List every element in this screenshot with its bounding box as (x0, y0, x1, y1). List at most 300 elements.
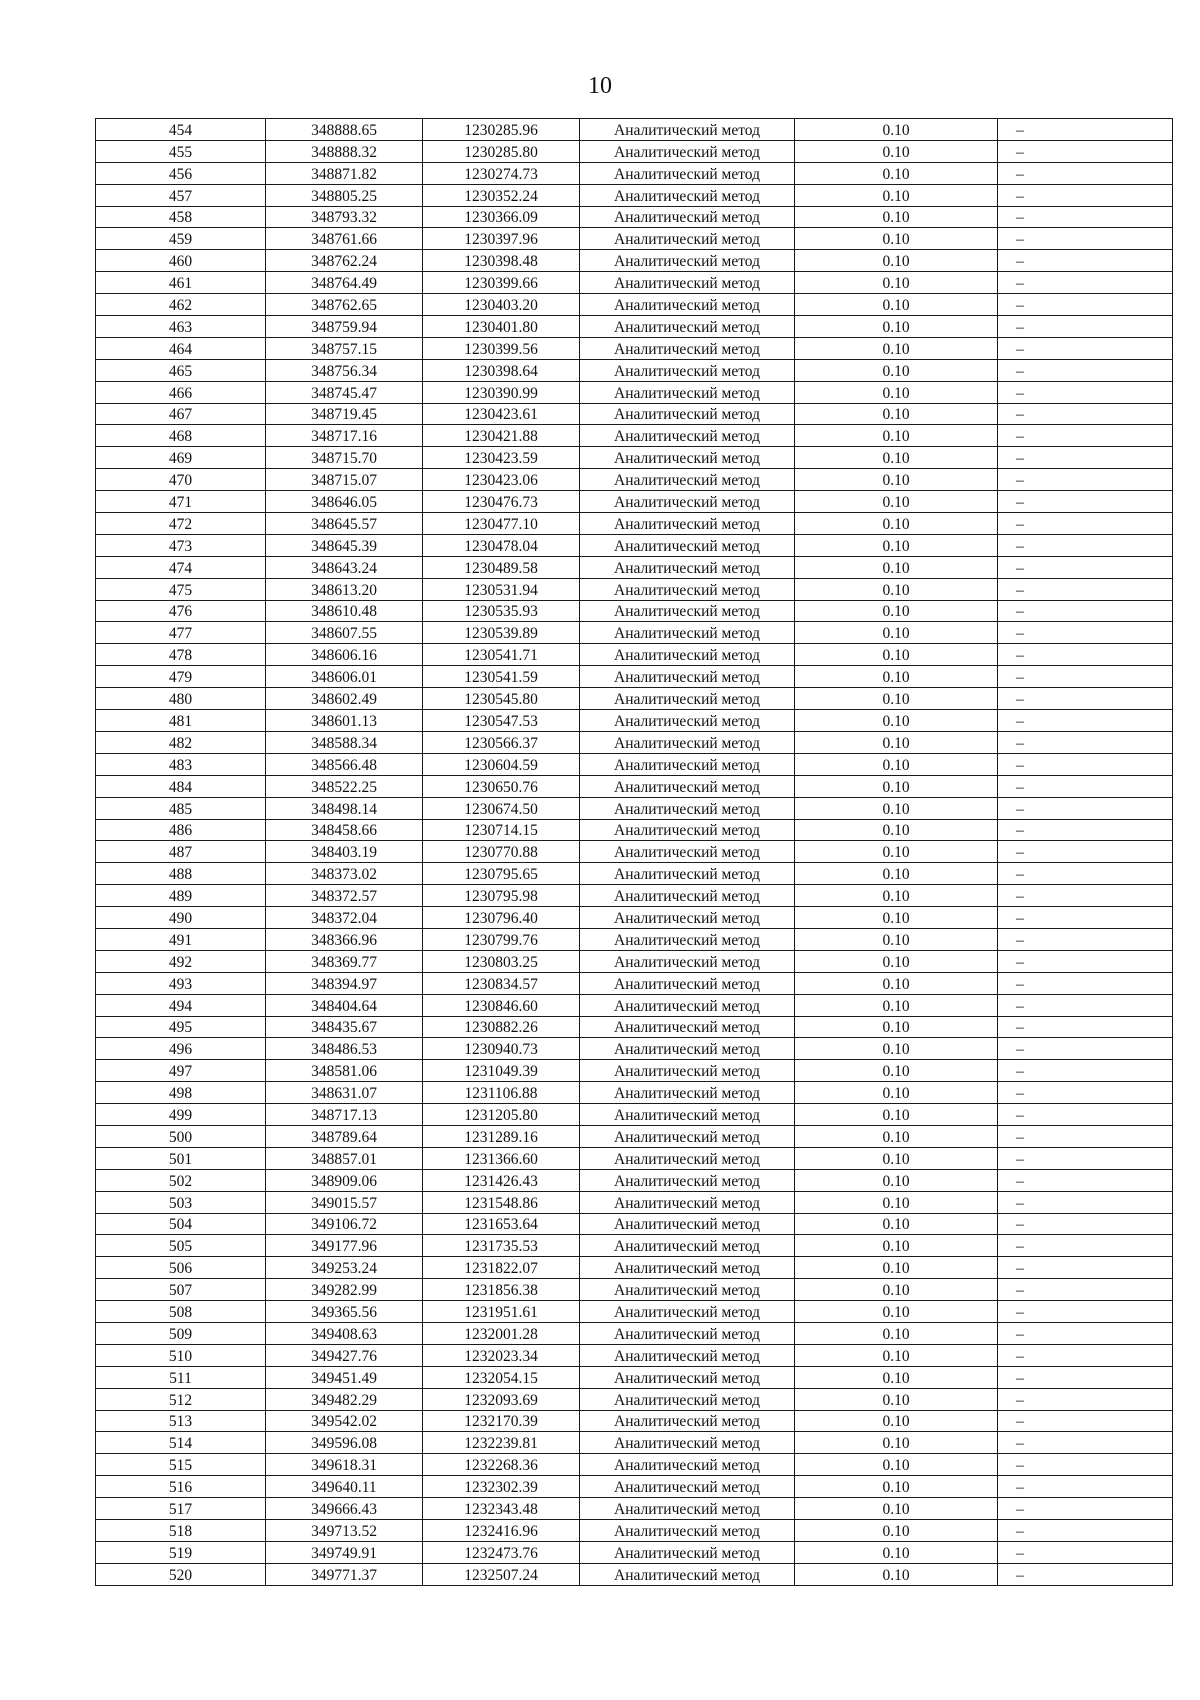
point-number-cell: 496 (96, 1038, 266, 1060)
table-row (96, 1432, 1173, 1454)
note-cell: – (998, 206, 1173, 228)
y-coordinate-cell: 1230834.57 (423, 972, 580, 994)
x-coordinate-cell: 349177.96 (266, 1235, 423, 1257)
table-row (96, 228, 1173, 250)
point-number-cell: 481 (96, 710, 266, 732)
point-number-cell: 487 (96, 841, 266, 863)
y-coordinate-cell: 1231856.38 (423, 1279, 580, 1301)
table-row (96, 162, 1173, 184)
x-coordinate-cell: 348566.48 (266, 753, 423, 775)
table-row (96, 666, 1173, 688)
x-coordinate-cell: 348435.67 (266, 1016, 423, 1038)
point-number-cell: 491 (96, 928, 266, 950)
x-coordinate-cell: 348909.06 (266, 1169, 423, 1191)
table-row (96, 1301, 1173, 1323)
point-number-cell: 456 (96, 162, 266, 184)
point-number-cell: 489 (96, 885, 266, 907)
note-cell: – (998, 710, 1173, 732)
x-coordinate-cell: 349365.56 (266, 1301, 423, 1323)
table-row (96, 381, 1173, 403)
method-cell: Аналитический метод (580, 1301, 795, 1323)
x-coordinate-cell: 348646.05 (266, 491, 423, 513)
x-coordinate-cell: 349713.52 (266, 1520, 423, 1542)
accuracy-cell: 0.10 (795, 1322, 998, 1344)
note-cell: – (998, 863, 1173, 885)
method-cell: Аналитический метод (580, 337, 795, 359)
x-coordinate-cell: 349427.76 (266, 1344, 423, 1366)
point-number-cell: 502 (96, 1169, 266, 1191)
table-row (96, 972, 1173, 994)
y-coordinate-cell: 1230366.09 (423, 206, 580, 228)
note-cell: – (998, 950, 1173, 972)
method-cell: Аналитический метод (580, 1213, 795, 1235)
point-number-cell: 518 (96, 1520, 266, 1542)
accuracy-cell: 0.10 (795, 1388, 998, 1410)
method-cell: Аналитический метод (580, 688, 795, 710)
y-coordinate-cell: 1230566.37 (423, 731, 580, 753)
y-coordinate-cell: 1232170.39 (423, 1410, 580, 1432)
accuracy-cell: 0.10 (795, 425, 998, 447)
method-cell: Аналитический метод (580, 1388, 795, 1410)
point-number-cell: 494 (96, 994, 266, 1016)
note-cell: – (998, 1344, 1173, 1366)
x-coordinate-cell: 348610.48 (266, 600, 423, 622)
method-cell: Аналитический метод (580, 140, 795, 162)
y-coordinate-cell: 1231106.88 (423, 1082, 580, 1104)
point-number-cell: 468 (96, 425, 266, 447)
accuracy-cell: 0.10 (795, 184, 998, 206)
table-row (96, 491, 1173, 513)
accuracy-cell: 0.10 (795, 469, 998, 491)
method-cell: Аналитический метод (580, 885, 795, 907)
table-row (96, 206, 1173, 228)
x-coordinate-cell: 348645.57 (266, 513, 423, 535)
point-number-cell: 473 (96, 534, 266, 556)
note-cell: – (998, 556, 1173, 578)
point-number-cell: 516 (96, 1476, 266, 1498)
x-coordinate-cell: 348719.45 (266, 403, 423, 425)
x-coordinate-cell: 348394.97 (266, 972, 423, 994)
y-coordinate-cell: 1232507.24 (423, 1563, 580, 1585)
method-cell: Аналитический метод (580, 534, 795, 556)
y-coordinate-cell: 1231548.86 (423, 1191, 580, 1213)
accuracy-cell: 0.10 (795, 841, 998, 863)
table-row (96, 1082, 1173, 1104)
x-coordinate-cell: 348717.13 (266, 1104, 423, 1126)
point-number-cell: 498 (96, 1082, 266, 1104)
y-coordinate-cell: 1230795.98 (423, 885, 580, 907)
table-row (96, 469, 1173, 491)
x-coordinate-cell: 348645.39 (266, 534, 423, 556)
method-cell: Аналитический метод (580, 381, 795, 403)
method-cell: Аналитический метод (580, 1191, 795, 1213)
y-coordinate-cell: 1230539.89 (423, 622, 580, 644)
method-cell: Аналитический метод (580, 228, 795, 250)
x-coordinate-cell: 348606.16 (266, 644, 423, 666)
table-row (96, 1016, 1173, 1038)
y-coordinate-cell: 1230398.64 (423, 359, 580, 381)
point-number-cell: 459 (96, 228, 266, 250)
accuracy-cell: 0.10 (795, 1498, 998, 1520)
method-cell: Аналитический метод (580, 928, 795, 950)
point-number-cell: 465 (96, 359, 266, 381)
point-number-cell: 501 (96, 1147, 266, 1169)
table-row (96, 1520, 1173, 1542)
y-coordinate-cell: 1230846.60 (423, 994, 580, 1016)
x-coordinate-cell: 348756.34 (266, 359, 423, 381)
y-coordinate-cell: 1230399.66 (423, 272, 580, 294)
accuracy-cell: 0.10 (795, 316, 998, 338)
accuracy-cell: 0.10 (795, 863, 998, 885)
note-cell: – (998, 1301, 1173, 1323)
y-coordinate-cell: 1230604.59 (423, 753, 580, 775)
point-number-cell: 508 (96, 1301, 266, 1323)
note-cell: – (998, 1147, 1173, 1169)
x-coordinate-cell: 348372.57 (266, 885, 423, 907)
accuracy-cell: 0.10 (795, 381, 998, 403)
point-number-cell: 510 (96, 1344, 266, 1366)
note-cell: – (998, 1388, 1173, 1410)
point-number-cell: 500 (96, 1125, 266, 1147)
table-row (96, 1410, 1173, 1432)
point-number-cell: 513 (96, 1410, 266, 1432)
point-number-cell: 478 (96, 644, 266, 666)
accuracy-cell: 0.10 (795, 556, 998, 578)
accuracy-cell: 0.10 (795, 1125, 998, 1147)
method-cell: Аналитический метод (580, 841, 795, 863)
method-cell: Аналитический метод (580, 775, 795, 797)
accuracy-cell: 0.10 (795, 359, 998, 381)
accuracy-cell: 0.10 (795, 1147, 998, 1169)
note-cell: – (998, 688, 1173, 710)
method-cell: Аналитический метод (580, 863, 795, 885)
note-cell: – (998, 1213, 1173, 1235)
y-coordinate-cell: 1230674.50 (423, 797, 580, 819)
note-cell: – (998, 447, 1173, 469)
table-row (96, 184, 1173, 206)
point-number-cell: 519 (96, 1541, 266, 1563)
y-coordinate-cell: 1230478.04 (423, 534, 580, 556)
note-cell: – (998, 1366, 1173, 1388)
x-coordinate-cell: 348369.77 (266, 950, 423, 972)
y-coordinate-cell: 1230476.73 (423, 491, 580, 513)
table-row (96, 1279, 1173, 1301)
y-coordinate-cell: 1231426.43 (423, 1169, 580, 1191)
x-coordinate-cell: 348805.25 (266, 184, 423, 206)
method-cell: Аналитический метод (580, 753, 795, 775)
accuracy-cell: 0.10 (795, 731, 998, 753)
method-cell: Аналитический метод (580, 556, 795, 578)
accuracy-cell: 0.10 (795, 688, 998, 710)
note-cell: – (998, 1279, 1173, 1301)
y-coordinate-cell: 1230423.06 (423, 469, 580, 491)
accuracy-cell: 0.10 (795, 337, 998, 359)
note-cell: – (998, 1454, 1173, 1476)
y-coordinate-cell: 1232473.76 (423, 1541, 580, 1563)
y-coordinate-cell: 1230274.73 (423, 162, 580, 184)
table-row (96, 1191, 1173, 1213)
note-cell: – (998, 600, 1173, 622)
x-coordinate-cell: 349596.08 (266, 1432, 423, 1454)
x-coordinate-cell: 349640.11 (266, 1476, 423, 1498)
y-coordinate-cell: 1230531.94 (423, 578, 580, 600)
point-number-cell: 505 (96, 1235, 266, 1257)
y-coordinate-cell: 1231822.07 (423, 1257, 580, 1279)
accuracy-cell: 0.10 (795, 162, 998, 184)
point-number-cell: 457 (96, 184, 266, 206)
table-row (96, 359, 1173, 381)
y-coordinate-cell: 1230477.10 (423, 513, 580, 535)
table-row (96, 337, 1173, 359)
x-coordinate-cell: 349771.37 (266, 1563, 423, 1585)
note-cell: – (998, 644, 1173, 666)
note-cell: – (998, 184, 1173, 206)
method-cell: Аналитический метод (580, 907, 795, 929)
table-row (96, 863, 1173, 885)
x-coordinate-cell: 348717.16 (266, 425, 423, 447)
note-cell: – (998, 162, 1173, 184)
x-coordinate-cell: 349106.72 (266, 1213, 423, 1235)
accuracy-cell: 0.10 (795, 1432, 998, 1454)
point-number-cell: 464 (96, 337, 266, 359)
y-coordinate-cell: 1230541.59 (423, 666, 580, 688)
x-coordinate-cell: 349253.24 (266, 1257, 423, 1279)
method-cell: Аналитический метод (580, 1563, 795, 1585)
accuracy-cell: 0.10 (795, 644, 998, 666)
note-cell: – (998, 928, 1173, 950)
y-coordinate-cell: 1231205.80 (423, 1104, 580, 1126)
note-cell: – (998, 1191, 1173, 1213)
table-row (96, 140, 1173, 162)
x-coordinate-cell: 349015.57 (266, 1191, 423, 1213)
x-coordinate-cell: 348761.66 (266, 228, 423, 250)
note-cell: – (998, 1476, 1173, 1498)
method-cell: Аналитический метод (580, 294, 795, 316)
point-number-cell: 466 (96, 381, 266, 403)
table-row (96, 447, 1173, 469)
table-row (96, 534, 1173, 556)
note-cell: – (998, 907, 1173, 929)
x-coordinate-cell: 348643.24 (266, 556, 423, 578)
x-coordinate-cell: 348404.64 (266, 994, 423, 1016)
point-number-cell: 460 (96, 250, 266, 272)
y-coordinate-cell: 1230535.93 (423, 600, 580, 622)
method-cell: Аналитический метод (580, 1125, 795, 1147)
accuracy-cell: 0.10 (795, 775, 998, 797)
accuracy-cell: 0.10 (795, 294, 998, 316)
table-row (96, 425, 1173, 447)
method-cell: Аналитический метод (580, 600, 795, 622)
method-cell: Аналитический метод (580, 184, 795, 206)
point-number-cell: 454 (96, 119, 266, 141)
y-coordinate-cell: 1232054.15 (423, 1366, 580, 1388)
point-number-cell: 512 (96, 1388, 266, 1410)
accuracy-cell: 0.10 (795, 1563, 998, 1585)
x-coordinate-cell: 348762.65 (266, 294, 423, 316)
method-cell: Аналитический метод (580, 272, 795, 294)
method-cell: Аналитический метод (580, 316, 795, 338)
x-coordinate-cell: 349282.99 (266, 1279, 423, 1301)
y-coordinate-cell: 1230882.26 (423, 1016, 580, 1038)
note-cell: – (998, 841, 1173, 863)
note-cell: – (998, 403, 1173, 425)
x-coordinate-cell: 348757.15 (266, 337, 423, 359)
x-coordinate-cell: 348581.06 (266, 1060, 423, 1082)
method-cell: Аналитический метод (580, 1432, 795, 1454)
accuracy-cell: 0.10 (795, 250, 998, 272)
table-row (96, 1498, 1173, 1520)
note-cell: – (998, 513, 1173, 535)
note-cell: – (998, 1322, 1173, 1344)
table-row (96, 1344, 1173, 1366)
accuracy-cell: 0.10 (795, 1344, 998, 1366)
accuracy-cell: 0.10 (795, 1104, 998, 1126)
point-number-cell: 507 (96, 1279, 266, 1301)
x-coordinate-cell: 348588.34 (266, 731, 423, 753)
method-cell: Аналитический метод (580, 731, 795, 753)
method-cell: Аналитический метод (580, 994, 795, 1016)
point-number-cell: 458 (96, 206, 266, 228)
method-cell: Аналитический метод (580, 1366, 795, 1388)
x-coordinate-cell: 349749.91 (266, 1541, 423, 1563)
point-number-cell: 486 (96, 819, 266, 841)
point-number-cell: 488 (96, 863, 266, 885)
x-coordinate-cell: 348715.70 (266, 447, 423, 469)
accuracy-cell: 0.10 (795, 1476, 998, 1498)
point-number-cell: 483 (96, 753, 266, 775)
method-cell: Аналитический метод (580, 1344, 795, 1366)
note-cell: – (998, 469, 1173, 491)
y-coordinate-cell: 1230421.88 (423, 425, 580, 447)
table-row (96, 950, 1173, 972)
note-cell: – (998, 819, 1173, 841)
y-coordinate-cell: 1232302.39 (423, 1476, 580, 1498)
table-row (96, 294, 1173, 316)
y-coordinate-cell: 1230940.73 (423, 1038, 580, 1060)
accuracy-cell: 0.10 (795, 1038, 998, 1060)
point-number-cell: 477 (96, 622, 266, 644)
table-row (96, 1388, 1173, 1410)
method-cell: Аналитический метод (580, 1520, 795, 1542)
y-coordinate-cell: 1230770.88 (423, 841, 580, 863)
point-number-cell: 506 (96, 1257, 266, 1279)
method-cell: Аналитический метод (580, 1060, 795, 1082)
method-cell: Аналитический метод (580, 1454, 795, 1476)
table-row (96, 1541, 1173, 1563)
method-cell: Аналитический метод (580, 644, 795, 666)
note-cell: – (998, 294, 1173, 316)
accuracy-cell: 0.10 (795, 1213, 998, 1235)
x-coordinate-cell: 348857.01 (266, 1147, 423, 1169)
point-number-cell: 480 (96, 688, 266, 710)
accuracy-cell: 0.10 (795, 447, 998, 469)
point-number-cell: 493 (96, 972, 266, 994)
y-coordinate-cell: 1230397.96 (423, 228, 580, 250)
note-cell: – (998, 578, 1173, 600)
point-number-cell: 476 (96, 600, 266, 622)
table-row (96, 1147, 1173, 1169)
table-row (96, 513, 1173, 535)
note-cell: – (998, 1235, 1173, 1257)
note-cell: – (998, 1169, 1173, 1191)
accuracy-cell: 0.10 (795, 622, 998, 644)
table-row (96, 994, 1173, 1016)
y-coordinate-cell: 1232001.28 (423, 1322, 580, 1344)
point-number-cell: 474 (96, 556, 266, 578)
table-row (96, 272, 1173, 294)
accuracy-cell: 0.10 (795, 994, 998, 1016)
x-coordinate-cell: 348602.49 (266, 688, 423, 710)
method-cell: Аналитический метод (580, 578, 795, 600)
accuracy-cell: 0.10 (795, 140, 998, 162)
note-cell: – (998, 753, 1173, 775)
note-cell: – (998, 775, 1173, 797)
method-cell: Аналитический метод (580, 1322, 795, 1344)
accuracy-cell: 0.10 (795, 1541, 998, 1563)
accuracy-cell: 0.10 (795, 1410, 998, 1432)
note-cell: – (998, 381, 1173, 403)
note-cell: – (998, 1257, 1173, 1279)
y-coordinate-cell: 1230285.80 (423, 140, 580, 162)
accuracy-cell: 0.10 (795, 710, 998, 732)
point-number-cell: 485 (96, 797, 266, 819)
y-coordinate-cell: 1230390.99 (423, 381, 580, 403)
method-cell: Аналитический метод (580, 206, 795, 228)
x-coordinate-cell: 348759.94 (266, 316, 423, 338)
x-coordinate-cell: 349408.63 (266, 1322, 423, 1344)
x-coordinate-cell: 349666.43 (266, 1498, 423, 1520)
x-coordinate-cell: 348631.07 (266, 1082, 423, 1104)
method-cell: Аналитический метод (580, 710, 795, 732)
table-row (96, 556, 1173, 578)
page-number: 10 (588, 73, 612, 99)
method-cell: Аналитический метод (580, 1169, 795, 1191)
x-coordinate-cell: 349542.02 (266, 1410, 423, 1432)
method-cell: Аналитический метод (580, 469, 795, 491)
point-number-cell: 482 (96, 731, 266, 753)
y-coordinate-cell: 1230714.15 (423, 819, 580, 841)
point-number-cell: 511 (96, 1366, 266, 1388)
note-cell: – (998, 359, 1173, 381)
point-number-cell: 479 (96, 666, 266, 688)
y-coordinate-cell: 1232093.69 (423, 1388, 580, 1410)
x-coordinate-cell: 348715.07 (266, 469, 423, 491)
y-coordinate-cell: 1231366.60 (423, 1147, 580, 1169)
accuracy-cell: 0.10 (795, 491, 998, 513)
x-coordinate-cell: 348764.49 (266, 272, 423, 294)
table-row (96, 775, 1173, 797)
table-row (96, 1213, 1173, 1235)
accuracy-cell: 0.10 (795, 403, 998, 425)
method-cell: Аналитический метод (580, 1104, 795, 1126)
y-coordinate-cell: 1231735.53 (423, 1235, 580, 1257)
accuracy-cell: 0.10 (795, 797, 998, 819)
point-number-cell: 490 (96, 907, 266, 929)
note-cell: – (998, 1541, 1173, 1563)
point-number-cell: 470 (96, 469, 266, 491)
accuracy-cell: 0.10 (795, 1016, 998, 1038)
note-cell: – (998, 425, 1173, 447)
method-cell: Аналитический метод (580, 950, 795, 972)
table-row (96, 1104, 1173, 1126)
table-row (96, 907, 1173, 929)
note-cell: – (998, 140, 1173, 162)
table-row (96, 1563, 1173, 1585)
note-cell: – (998, 316, 1173, 338)
accuracy-cell: 0.10 (795, 1454, 998, 1476)
x-coordinate-cell: 349482.29 (266, 1388, 423, 1410)
note-cell: – (998, 337, 1173, 359)
